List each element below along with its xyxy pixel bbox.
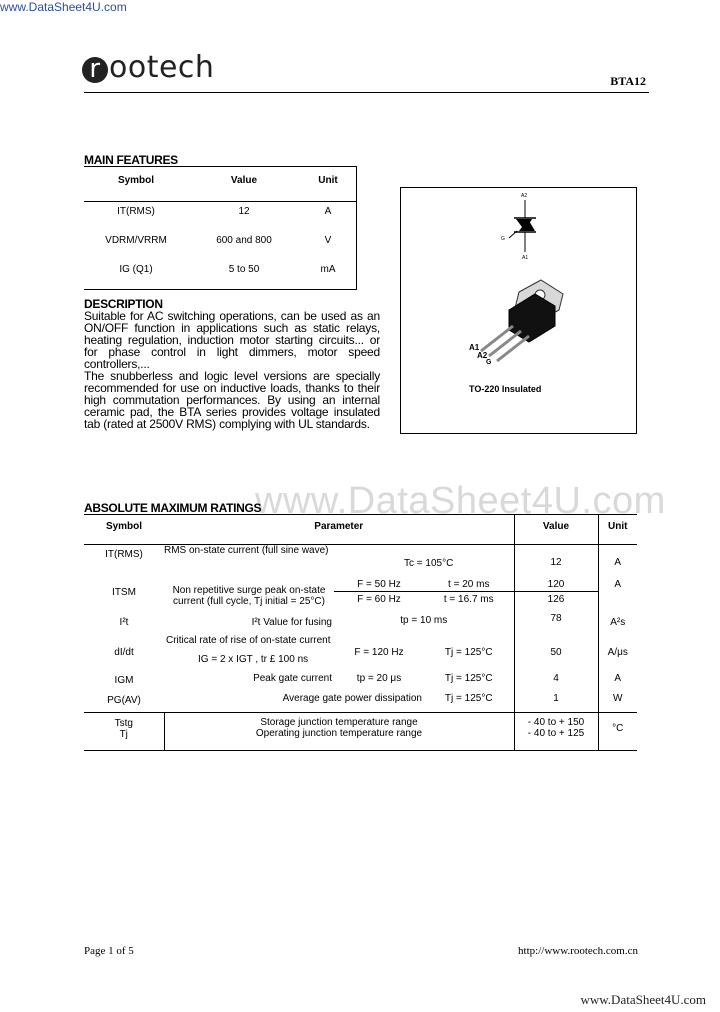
condition-cell: Tj = 125°C <box>444 672 493 684</box>
table-row <box>84 609 637 635</box>
symbol-cell: PG(AV) <box>107 694 141 706</box>
condition-cell: F = 50 Hz <box>334 575 424 592</box>
parameter-text: Critical rate of rise of on-state current <box>166 634 331 646</box>
value-cell: 5 to 50 <box>228 264 260 275</box>
symbol-cell: I²t <box>119 616 129 628</box>
lead-label-a2: A2 <box>477 351 488 360</box>
parameter-cell: Average gate power dissipation <box>282 692 422 704</box>
symbol: IT(RMS) <box>117 206 155 217</box>
header-parameter: Parameter <box>314 521 364 532</box>
parameter-subtext: IG = 2 x IGT , tr £ 100 ns <box>198 653 309 665</box>
header-value: Value <box>230 175 258 186</box>
symbol-cell: ITSM <box>112 586 136 598</box>
symbol-cell: IT(RMS) <box>105 549 143 560</box>
table-row <box>84 575 637 592</box>
table-header-row <box>84 167 357 202</box>
symbol-cell <box>84 260 188 290</box>
table-row <box>84 545 637 575</box>
value-cell: 126 <box>514 592 598 609</box>
condition-cell: t = 16.7 ms <box>443 594 494 605</box>
symbol: VDRM/VRRM <box>105 235 167 246</box>
condition-cell: tp = 10 ms <box>400 614 448 626</box>
unit-cell: A <box>598 669 637 691</box>
company-logo <box>82 50 214 85</box>
parameter-text: Operating junction temperature range <box>255 728 423 739</box>
unit-cell: A²s <box>598 609 637 635</box>
logo-r-mark: r <box>82 57 108 83</box>
abs-max-title: ABSOLUTE MAXIMUM RATINGS <box>84 501 262 515</box>
symbol-cell <box>84 231 188 260</box>
symbol-cell <box>84 202 188 232</box>
table-row <box>84 202 357 232</box>
symbol-tstg: Tstg <box>114 718 133 729</box>
value-cell: 78 <box>514 609 598 635</box>
description-body <box>84 310 380 430</box>
header-unit: Unit <box>300 167 357 202</box>
watermark-middle: www.DataSheet4U.com <box>255 480 666 522</box>
parameter-text: RMS on-state current (full sine wave) <box>164 545 329 556</box>
table-row <box>84 231 357 260</box>
unit-cell: A <box>300 202 357 232</box>
symbol-cell: IGM <box>114 674 134 686</box>
watermark-top[interactable]: www.DataSheet4U.com <box>0 0 127 14</box>
description-title: DESCRIPTION <box>84 297 163 311</box>
header-symbol: Symbol <box>105 521 143 532</box>
pin-label-g: G <box>501 236 505 242</box>
main-features-title: MAIN FEATURES <box>84 153 178 167</box>
description-paragraph: Suitable for AC switching operations, can be used as an ON/OFF function in applications such as static relays, heating regulation, induction motor starting circuits... or for phase control in light dimmers, motor speed controllers,... <box>84 309 380 371</box>
condition-cell: F = 120 Hz <box>354 646 404 658</box>
symbol-cell <box>84 713 164 751</box>
pin-label-a1: A1 <box>522 255 529 261</box>
value-cell <box>514 713 598 751</box>
table-header-row <box>84 515 637 545</box>
unit-cell: °C <box>598 713 637 751</box>
condition-text: Tc = 105°C <box>404 558 454 569</box>
value-cell: 4 <box>514 669 598 691</box>
main-features-table <box>84 166 357 290</box>
abs-max-table <box>84 514 637 751</box>
value-cell: 1 <box>514 691 598 713</box>
part-number: BTA12 <box>610 74 646 88</box>
value-cell: 12 <box>514 545 598 575</box>
lead-label-a1: A1 <box>469 343 480 352</box>
table-row <box>84 669 637 691</box>
pin-label-a2: A2 <box>521 193 528 199</box>
header-unit: Unit <box>598 515 637 545</box>
unit-cell: A <box>598 575 637 609</box>
page-number: Page 1 of 5 <box>84 945 134 957</box>
value-cell: 600 and 800 <box>216 235 272 246</box>
value-text: - 40 to + 150 <box>527 717 585 728</box>
condition-cell: Tj = 125°C <box>444 646 493 658</box>
footer-url[interactable]: http://www.rootech.com.cn <box>518 945 638 957</box>
value-text: - 40 to + 125 <box>527 728 585 739</box>
unit-cell: A/μs <box>598 635 637 669</box>
condition-cell: t = 20 ms <box>424 575 514 592</box>
logo-text: ootech <box>109 50 215 85</box>
unit-cell: mA <box>300 260 357 290</box>
parameter-cell <box>164 713 514 751</box>
parameter-text: Storage junction temperature range <box>260 717 418 728</box>
unit-cell: V <box>300 231 357 260</box>
package-label: TO-220 Insulated <box>469 384 542 394</box>
symbol: IG (Q1) <box>119 264 153 275</box>
table-row <box>84 635 637 669</box>
parameter-cell <box>164 545 514 575</box>
condition-cell: F = 60 Hz <box>357 594 401 605</box>
header-value: Value <box>514 515 598 545</box>
symbol-cell: dI/dt <box>114 646 134 658</box>
value-cell: 50 <box>514 635 598 669</box>
triac-symbol-and-package <box>401 188 636 433</box>
table-row <box>84 691 637 713</box>
condition-cell: tp = 20 μs <box>356 672 402 684</box>
value-cell: 12 <box>238 206 250 217</box>
value-cell: 120 <box>514 575 598 592</box>
parameter-cell: Non repetitive surge peak on-state current (full cycle, Tj initial = 25°C) <box>172 584 326 607</box>
parameter-cell: Peak gate current <box>253 672 332 684</box>
description-paragraph: The snubberless and logic level versions are specially recommended for use on inductive loads, thanks to their high commutation performances. By using an internal ceramic pad, the BTA series provides voltage insulated tab (rated at 2500V RMS) complying with UL standards. <box>84 369 380 431</box>
table-row <box>84 713 637 751</box>
header-symbol: Symbol <box>117 175 155 186</box>
symbol-tj: Tj <box>119 729 128 740</box>
unit-cell: W <box>598 691 637 713</box>
header-rule <box>84 92 649 93</box>
table-row <box>84 260 357 290</box>
parameter-cell: I²t Value for fusing <box>251 616 332 628</box>
parameter-cell <box>164 635 334 669</box>
watermark-bottom[interactable]: www.DataSheet4U.com <box>580 992 706 1007</box>
lead-label-g: G <box>486 359 492 366</box>
condition-cell: Tj = 125°C <box>444 692 493 704</box>
package-figure <box>400 187 637 434</box>
unit-cell: A <box>598 545 637 575</box>
